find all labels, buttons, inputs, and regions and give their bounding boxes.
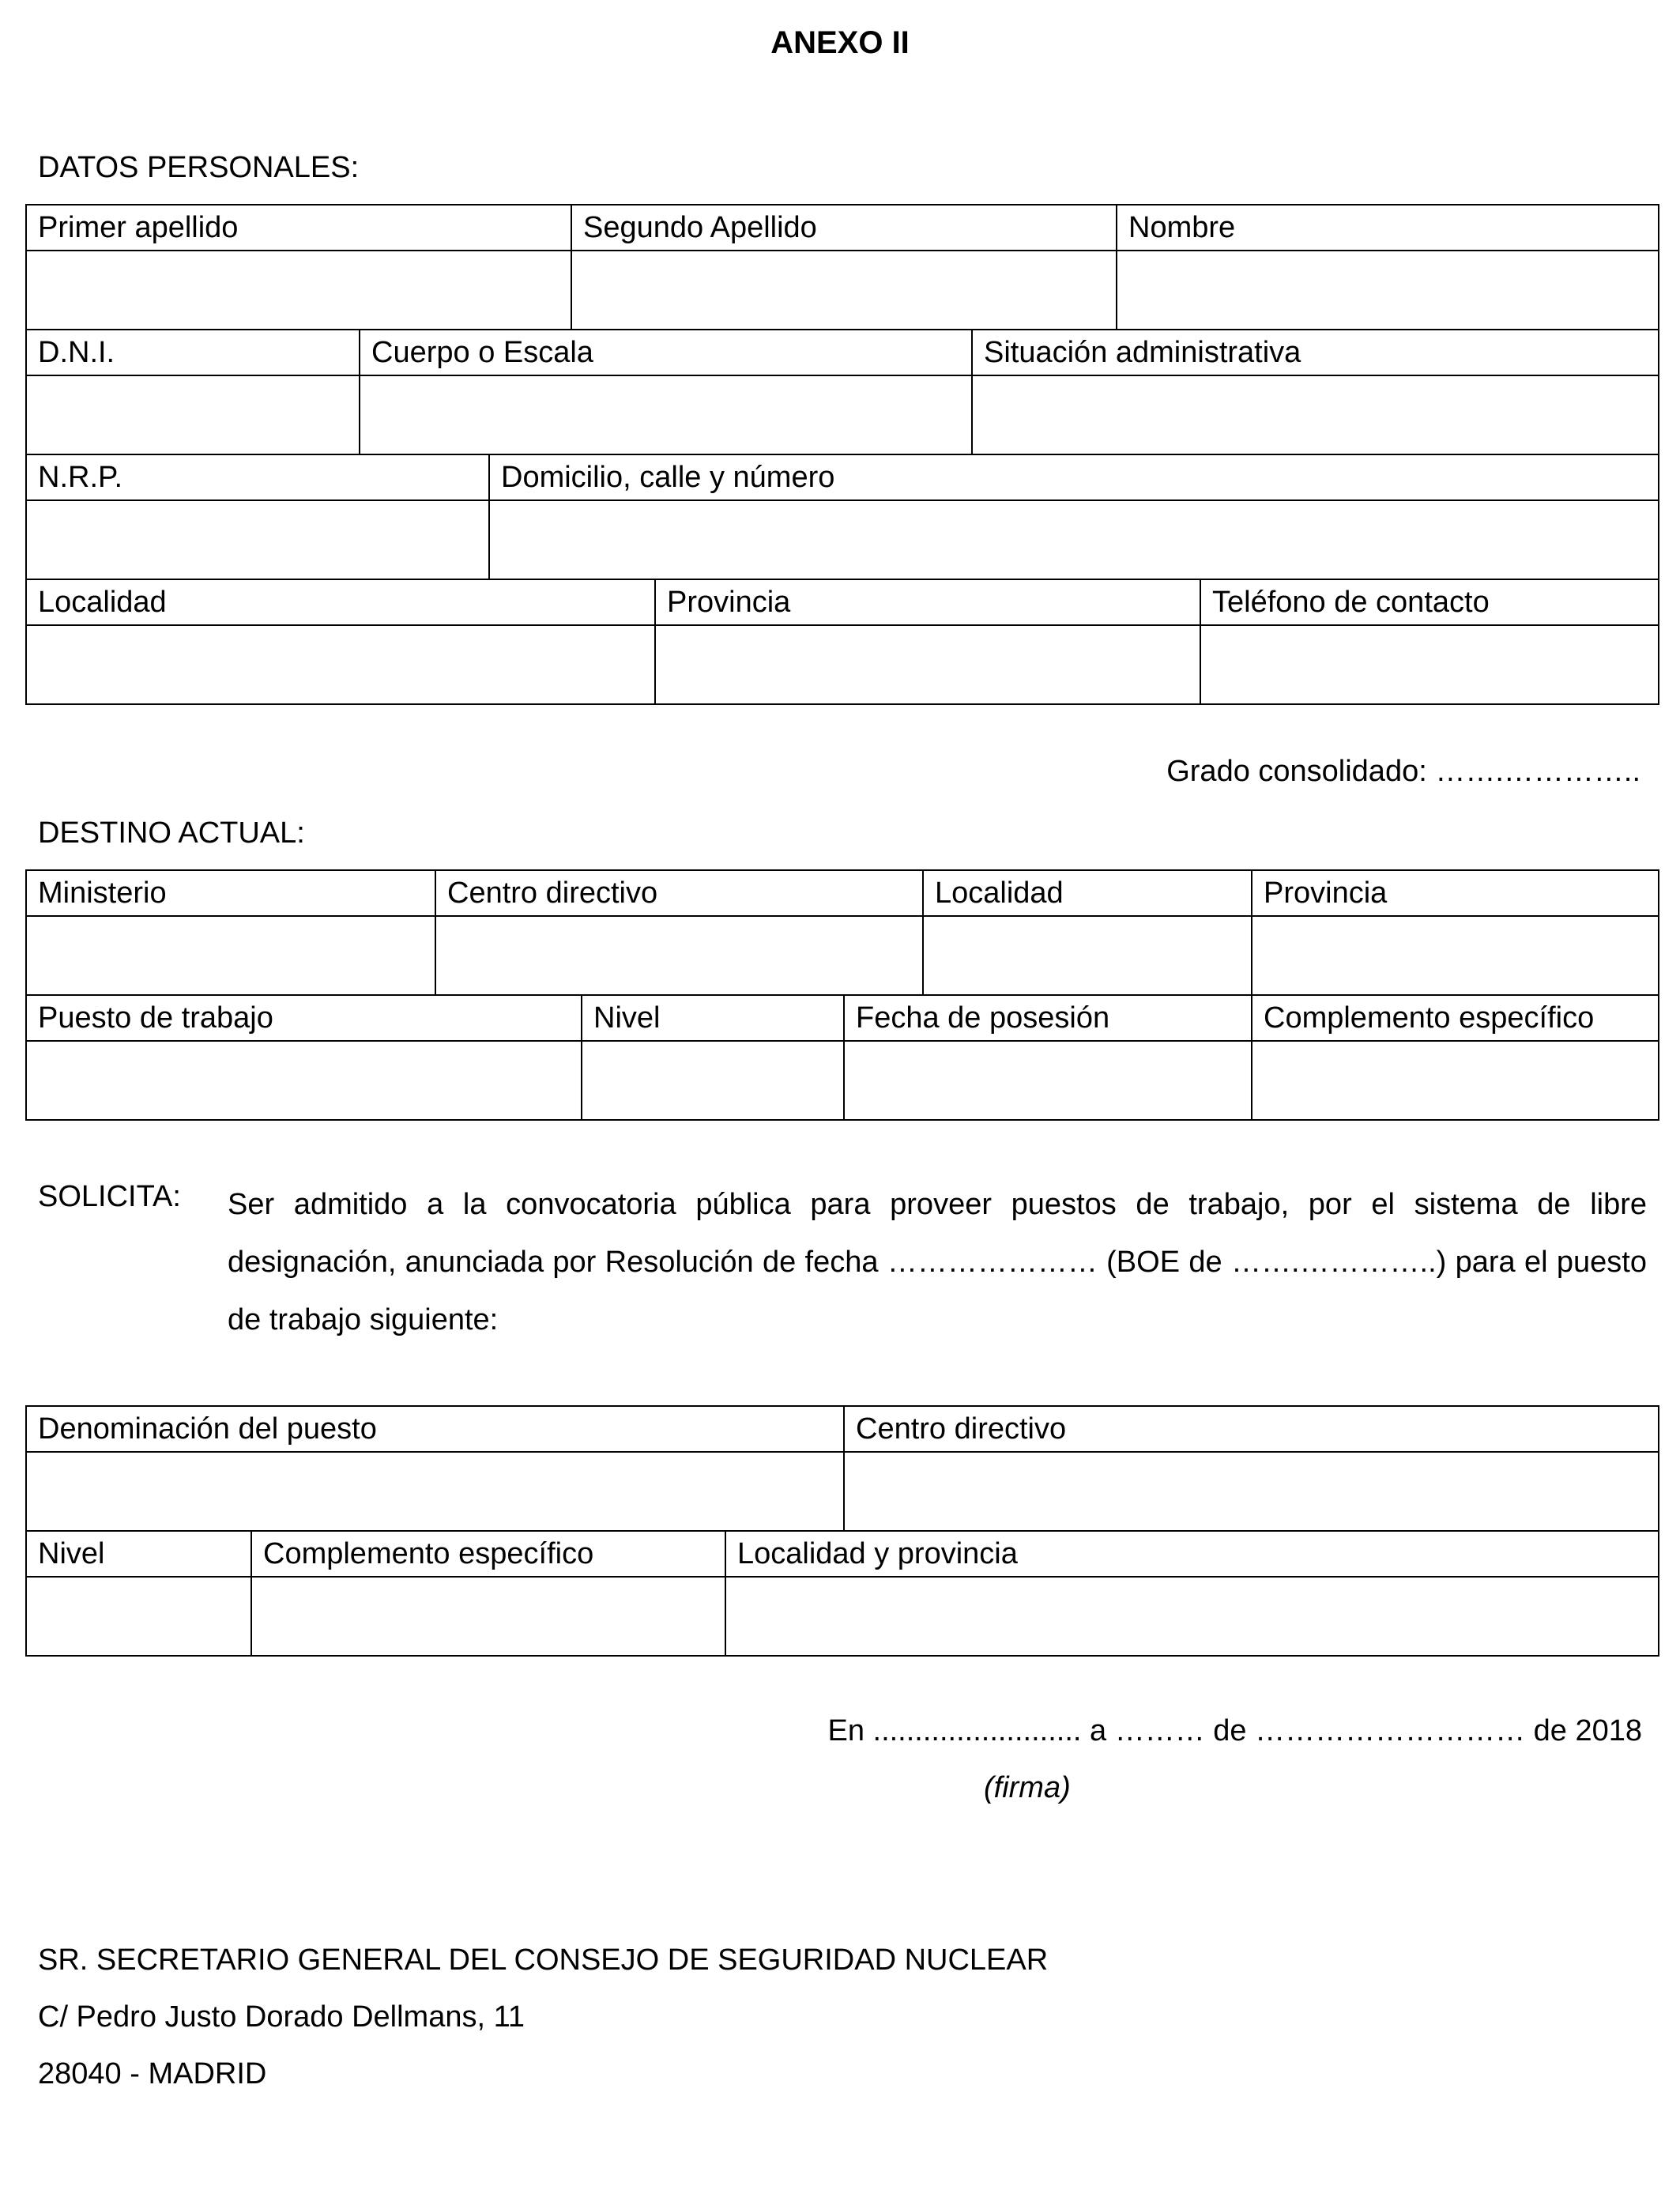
nivel-label: Nivel xyxy=(593,1001,661,1035)
destinatario-line-2: C/ Pedro Justo Dorado Dellmans, 11 xyxy=(38,2000,525,2034)
grado-consolidado: Grado consolidado: …….………….. xyxy=(1166,755,1640,788)
fecha-posesion-field[interactable] xyxy=(845,1042,1252,1121)
primer-apellido-cell xyxy=(27,205,572,251)
localidad-destino-cell xyxy=(924,871,1252,917)
telefono-label: Teléfono de contacto xyxy=(1212,586,1490,619)
denominacion-puesto-label: Denominación del puesto xyxy=(38,1412,377,1446)
centro-directivo-label: Centro directivo xyxy=(447,876,658,910)
fecha-posesion-cell xyxy=(845,996,1252,1042)
telefono-field[interactable] xyxy=(1201,626,1659,705)
puesto-trabajo-cell xyxy=(27,996,582,1042)
localidad-destino-label: Localidad xyxy=(935,876,1064,910)
nrp-field[interactable] xyxy=(27,501,490,580)
dni-label: D.N.I. xyxy=(38,336,115,369)
primer-apellido-label: Primer apellido xyxy=(38,211,239,244)
destino-actual-table xyxy=(25,869,1659,1121)
complemento-especifico-label: Complemento específico xyxy=(1264,1001,1595,1035)
destinatario-line-3: 28040 - MADRID xyxy=(38,2057,267,2090)
nrp-cell xyxy=(27,455,490,501)
centro-directivo-field[interactable] xyxy=(436,917,924,996)
table-row xyxy=(27,996,1659,1042)
localidad-field[interactable] xyxy=(27,626,656,705)
localidad-cell xyxy=(27,580,656,626)
situacion-administrativa-cell xyxy=(973,330,1659,376)
centro-directivo-solicitado-cell xyxy=(845,1407,1659,1453)
solicita-label: SOLICITA: xyxy=(38,1180,181,1213)
provincia-destino-cell xyxy=(1252,871,1659,917)
nivel-solicitado-label: Nivel xyxy=(38,1537,105,1570)
table-row xyxy=(27,917,1659,996)
complemento-solicitado-field[interactable] xyxy=(252,1578,726,1657)
table-row xyxy=(27,251,1659,330)
centro-directivo-cell xyxy=(436,871,924,917)
dni-field[interactable] xyxy=(27,376,360,455)
nivel-cell xyxy=(582,996,845,1042)
ministerio-label: Ministerio xyxy=(38,876,167,910)
segundo-apellido-cell xyxy=(572,205,1117,251)
puesto-trabajo-field[interactable] xyxy=(27,1042,582,1121)
nombre-label: Nombre xyxy=(1128,211,1236,244)
segundo-apellido-label: Segundo Apellido xyxy=(583,211,817,244)
domicilio-field[interactable] xyxy=(490,501,1659,580)
provincia-destino-label: Provincia xyxy=(1264,876,1388,910)
table-row xyxy=(27,1532,1659,1578)
nrp-label: N.R.P. xyxy=(38,461,123,494)
table-row xyxy=(27,626,1659,705)
table-row xyxy=(27,580,1659,626)
table-row xyxy=(27,205,1659,251)
localidad-provincia-label: Localidad y provincia xyxy=(737,1537,1018,1570)
centro-directivo-solicitado-label: Centro directivo xyxy=(856,1412,1067,1446)
provincia-label: Provincia xyxy=(667,586,791,619)
firma-label: (firma) xyxy=(984,1771,1071,1804)
table-row xyxy=(27,376,1659,455)
complemento-especifico-cell xyxy=(1252,996,1659,1042)
telefono-cell xyxy=(1201,580,1659,626)
table-row xyxy=(27,1407,1659,1453)
table-row xyxy=(27,501,1659,580)
denominacion-puesto-cell xyxy=(27,1407,845,1453)
ministerio-field[interactable] xyxy=(27,917,436,996)
localidad-destino-field[interactable] xyxy=(924,917,1252,996)
localidad-provincia-field[interactable] xyxy=(726,1578,1659,1657)
dni-cell xyxy=(27,330,360,376)
cuerpo-escala-label: Cuerpo o Escala xyxy=(371,336,593,369)
table-row xyxy=(27,1578,1659,1657)
cuerpo-escala-field[interactable] xyxy=(360,376,973,455)
nombre-cell xyxy=(1117,205,1659,251)
complemento-especifico-field[interactable] xyxy=(1252,1042,1659,1121)
table-row xyxy=(27,871,1659,917)
datos-personales-table xyxy=(25,204,1659,705)
denominacion-puesto-field[interactable] xyxy=(27,1453,845,1532)
complemento-solicitado-label: Complemento específico xyxy=(263,1537,594,1570)
solicita-text: Ser admitido a la convocatoria pública para proveer puestos de trabajo, por el sistema de libre designación, anunciada por Resolución de fecha ………………… (BOE de …….…………..) para el puesto de trabajo siguiente: xyxy=(228,1188,1647,1336)
datos-personales-heading: DATOS PERSONALES: xyxy=(38,151,360,184)
situacion-administrativa-label: Situación administrativa xyxy=(984,336,1301,369)
nombre-field[interactable] xyxy=(1117,251,1659,330)
fecha-lugar: En ......................... a ……… de ……………………… de 2018 xyxy=(827,1714,1642,1747)
primer-apellido-field[interactable] xyxy=(27,251,572,330)
table-row xyxy=(27,330,1659,376)
table-row xyxy=(27,1042,1659,1121)
table-row xyxy=(27,1453,1659,1532)
nivel-solicitado-cell xyxy=(27,1532,252,1578)
provincia-cell xyxy=(656,580,1201,626)
cuerpo-escala-cell xyxy=(360,330,973,376)
ministerio-cell xyxy=(27,871,436,917)
nivel-field[interactable] xyxy=(582,1042,845,1121)
fecha-posesion-label: Fecha de posesión xyxy=(856,1001,1110,1035)
domicilio-label: Domicilio, calle y número xyxy=(501,461,835,494)
provincia-destino-field[interactable] xyxy=(1252,917,1659,996)
destinatario-line-1: SR. SECRETARIO GENERAL DEL CONSEJO DE SEGURIDAD NUCLEAR xyxy=(38,1943,1049,1977)
segundo-apellido-field[interactable] xyxy=(572,251,1117,330)
table-row xyxy=(27,455,1659,501)
provincia-field[interactable] xyxy=(656,626,1201,705)
situacion-administrativa-field[interactable] xyxy=(973,376,1659,455)
localidad-provincia-cell xyxy=(726,1532,1659,1578)
centro-directivo-solicitado-field[interactable] xyxy=(845,1453,1659,1532)
puesto-solicitado-table xyxy=(25,1405,1659,1657)
domicilio-cell xyxy=(490,455,1659,501)
destino-actual-heading: DESTINO ACTUAL: xyxy=(38,816,305,850)
localidad-label: Localidad xyxy=(38,586,167,619)
complemento-solicitado-cell xyxy=(252,1532,726,1578)
nivel-solicitado-field[interactable] xyxy=(27,1578,252,1657)
page-title: ANEXO II xyxy=(770,25,910,60)
puesto-trabajo-label: Puesto de trabajo xyxy=(38,1001,273,1035)
